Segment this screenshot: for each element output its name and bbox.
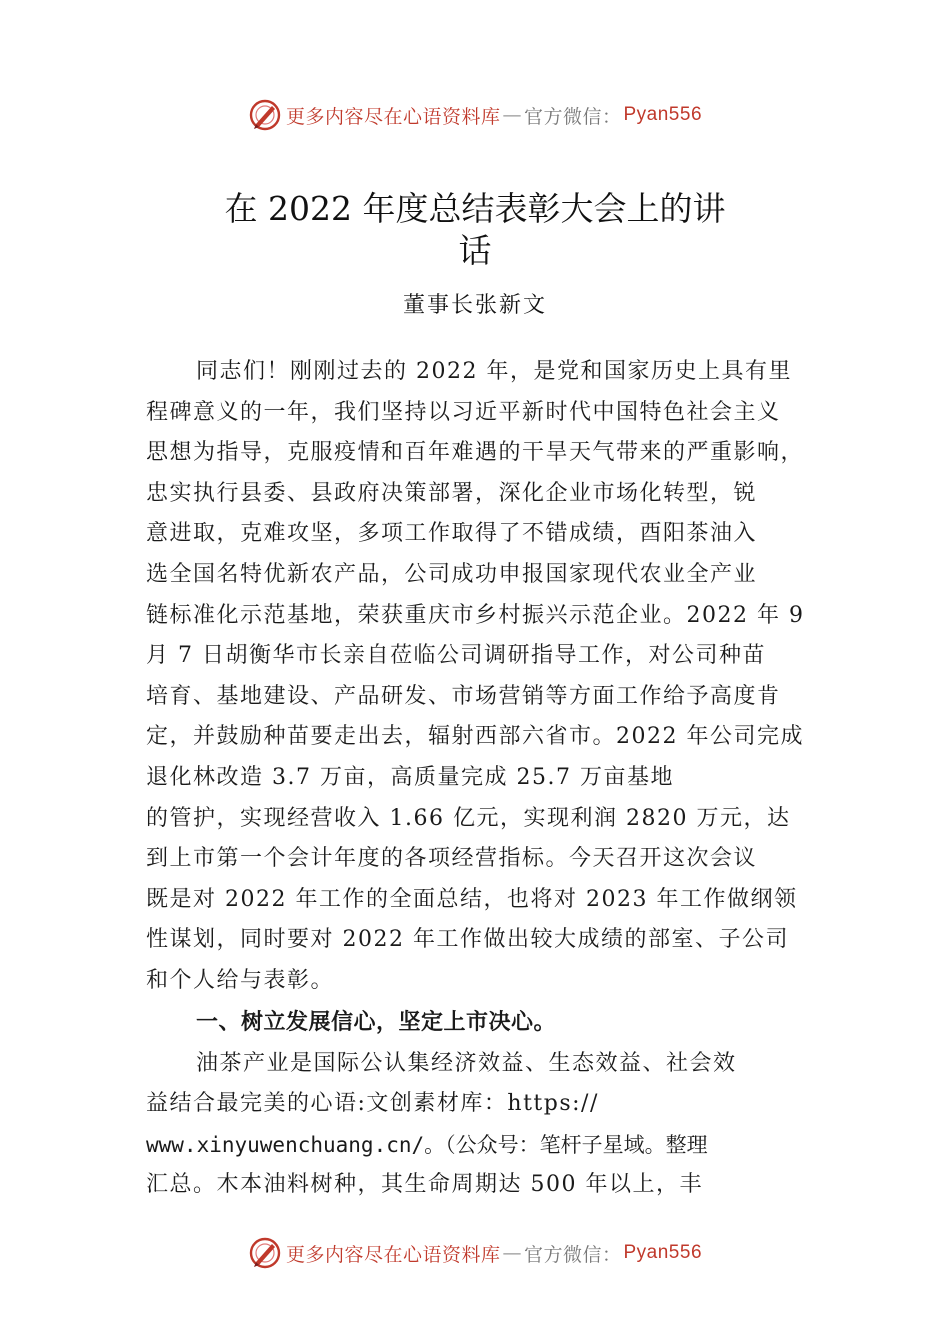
watermark-wechat-id: Pyan556	[623, 104, 703, 125]
watermark-label: 官方微信：	[523, 1243, 622, 1266]
watermark-separator: —	[502, 1242, 522, 1264]
body-line: 思想为指导，克服疫情和百年难遇的干旱天气带来的严重影响，	[146, 440, 805, 466]
body-line: 程碑意义的一年，我们坚持以习近平新时代中国特色社会主义	[146, 399, 781, 425]
body-line: 到上市第一个会计年度的各项经营指标。今天召开这次会议	[146, 846, 758, 872]
section-line: 油茶产业是国际公认集经济效益、生态效益、社会效	[196, 1050, 737, 1076]
body-line: 既是对 2022 年工作的全面总结，也将对 2023 年工作做纲领	[146, 886, 798, 912]
document-author: 董事长张新文	[402, 293, 547, 318]
watermark-brand: 更多内容尽在心语资料库	[285, 105, 501, 128]
body-line: 意进取，克难攻坚，多项工作取得了不错成绩，酉阳茶油入	[146, 521, 758, 547]
body-line: 定，并鼓励种苗要走出去，辐射西部六省市。2022 年公司完成	[146, 724, 804, 750]
body-line: 同志们！刚刚过去的 2022 年，是党和国家历史上具有里	[196, 359, 792, 384]
body-line: 退化林改造 3.7 万亩，高质量完成 25.7 万亩基地	[146, 764, 674, 790]
document-title	[215, 188, 735, 272]
watermark-separator: —	[502, 104, 522, 126]
watermark-label: 官方微信：	[523, 105, 622, 128]
body-line: 忠实执行县委、县政府决策部署，深化企业市场化转型，锐	[146, 480, 758, 506]
section-line: 汇总。木本油料树种，其生命周期达 500 年以上，丰	[146, 1172, 703, 1198]
title-line: 话	[458, 231, 492, 270]
header-watermark	[0, 95, 950, 135]
title-line: 在 2022 年度总结表彰大会上的讲	[224, 189, 726, 228]
body-line: 和个人给与表彰。	[146, 967, 335, 993]
body-line: 的管护，实现经营收入 1.66 亿元，实现利润 2820 万元，达	[146, 805, 791, 831]
pen-seal-logo-icon	[248, 1236, 282, 1270]
watermark-brand: 更多内容尽在心语资料库	[285, 1243, 501, 1266]
body-line: 月 7 日胡衡华市长亲自莅临公司调研指导工作，对公司种苗	[146, 643, 766, 669]
pen-seal-logo-icon	[248, 98, 282, 132]
body-line: 链标准化示范基地，荣获重庆市乡村振兴示范企业。2022 年 9	[146, 602, 805, 628]
section-line: www.xinyuwenchuang.cn/。（公众号：笔杆子星域。整理	[146, 1132, 708, 1157]
body-line: 选全国名特优新农产品，公司成功申报国家现代农业全产业	[146, 561, 758, 587]
body-line: 性谋划，同时要对 2022 年工作做出较大成绩的部室、子公司	[146, 927, 789, 953]
footer-watermark	[0, 1233, 950, 1273]
section-line: 益结合最完美的心语:文创素材库：https://	[146, 1091, 599, 1117]
section-heading: 一、树立发展信心，坚定上市决心。	[196, 1009, 557, 1035]
watermark-wechat-id: Pyan556	[623, 1242, 703, 1263]
body-line: 培育、基地建设、产品研发、市场营销等方面工作给予高度肯	[146, 683, 781, 709]
document-body	[146, 352, 846, 1206]
